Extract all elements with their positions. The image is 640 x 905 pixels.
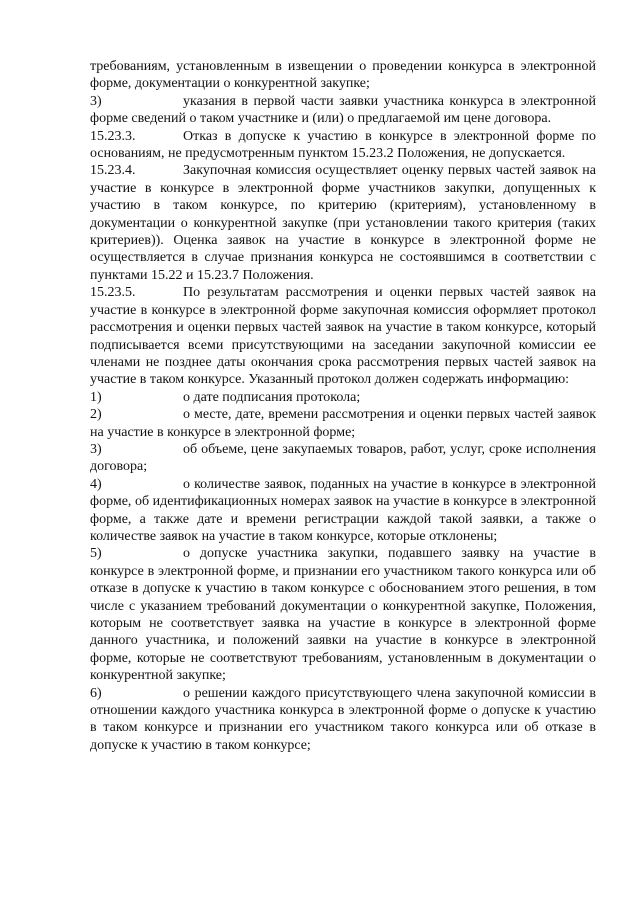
item-text: о решении каждого присутствующего члена закупочной комиссии в отношении каждого участника конкурса в электронной форме о допуске к участию в таком конкурсе и признании его участником такого конкурса или об отказе в допуске к участию в таком конкурсе;	[90, 685, 596, 753]
list-item-6	[90, 685, 596, 755]
list-item-4	[90, 476, 596, 546]
clause-number: 15.23.4.	[90, 163, 136, 179]
item-number: 4)	[90, 476, 102, 492]
clause-15-23-4	[90, 162, 596, 284]
item-number: 6)	[90, 685, 102, 701]
item-number: 5)	[90, 546, 102, 562]
item-number: 3)	[90, 93, 102, 109]
list-item-5	[90, 545, 596, 684]
clause-number: 15.23.5.	[90, 285, 136, 301]
item-text: об объеме, цене закупаемых товаров, работ, услуг, сроке исполнения договора;	[90, 441, 596, 475]
paragraph-text: требованиям, установленным в извещении о проведении конкурса в электронной форме, документации о конкурентной закупке;	[90, 59, 596, 92]
list-item-3b	[90, 441, 596, 476]
item-number: 2)	[90, 407, 102, 423]
list-item-2	[90, 406, 596, 441]
paragraph-continuation	[90, 58, 596, 93]
item-text: о количестве заявок, поданных на участие в конкурсе в электронной форме, об идентификационных номерах заявок на участие в конкурсе в электронной форме, а также дате и времени регистрации каждой такой заявки, а также о количестве заявок на участие в таком конкурсе, которые отклонены;	[90, 476, 596, 544]
clause-text: По результатам рассмотрения и оценки первых частей заявок на участие в конкурсе в электронной форме закупочная комиссия оформляет протокол рассмотрения и оценки первых частей заявок на участие в таком конкурсе, который подписывается всеми присутствующими на заседании закупочной комиссии ее членами не позднее даты окончания срока рассмотрения первых частей заявок на участие в таком конкурсе. Указанный протокол должен содержать информацию:	[90, 285, 596, 388]
clause-15-23-5	[90, 284, 596, 388]
list-item-3	[90, 93, 596, 128]
item-number: 3)	[90, 441, 102, 457]
item-text: о допуске участника закупки, подавшего заявку на участие в конкурсе в электронной форме, и признании его участником такого конкурса или об отказе в допуске к участию в таком конкурсе с обоснованием этого решения, в том числе с указанием требований документации о конкурентной закупке, Положения, которым не соответствует заявка на участие в конкурсе в электронной форме данного участника, и положений заявки на участие в конкурсе в электронной форме, которые не соответствуют требованиям, установленным в документации о конкурентной закупке;	[90, 546, 596, 684]
clause-text: Отказ в допуске к участию в конкурсе в электронной форме по основаниям, не предусмотренным пунктом 15.23.2 Положения, не допускается.	[90, 128, 596, 162]
item-text: указания в первой части заявки участника конкурса в электронной форме сведений о таком участнике и (или) о предлагаемой им цене договора.	[90, 93, 596, 127]
clause-number: 15.23.3.	[90, 128, 136, 144]
list-item-1	[90, 389, 596, 406]
clause-15-23-3	[90, 128, 596, 163]
item-text: о месте, дате, времени рассмотрения и оценки первых частей заявок на участие в конкурсе в электронной форме;	[90, 407, 596, 440]
document-page	[90, 58, 596, 754]
clause-text: Закупочная комиссия осуществляет оценку первых частей заявок на участие в конкурсе в электронной форме участников закупки, допущенных к участию в таком конкурсе, по критерию (критериям), установленному в документации о конкурентной закупке (при установлении такого критерия (таких критериев)). Оценка заявок на участие в конкурсе в электронной форме не осуществляется в случае признания конкурса не состоявшимся в соответствии с пунктами 15.22 и 15.23.7 Положения.	[90, 163, 596, 283]
item-number: 1)	[90, 389, 102, 405]
item-text: о дате подписания протокола;	[183, 389, 361, 405]
